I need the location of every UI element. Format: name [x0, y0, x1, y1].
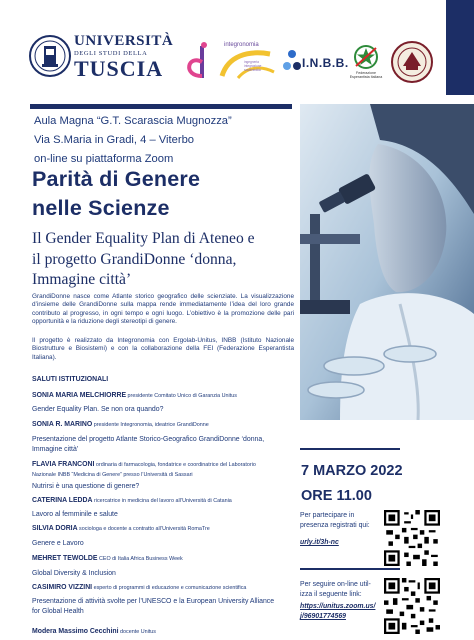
subtitle-line2: il progetto GrandiDonne ‘donna, [32, 251, 237, 268]
online-text-line1: Per seguire on-line util- [300, 581, 371, 588]
integronomia-label: integronomia [224, 42, 259, 48]
subtitle-line3: Immagine città’ [32, 271, 132, 288]
program-talk: Nutrirsi è una questione di genere? [32, 483, 140, 490]
grandidonne-logo-icon [178, 40, 218, 82]
online-rule [300, 568, 400, 570]
unitus-seal-icon [28, 30, 72, 82]
program-speaker [32, 392, 237, 399]
us-seal-icon [390, 40, 434, 84]
program-speaker [32, 421, 209, 428]
register-qr-code-icon[interactable] [384, 510, 440, 566]
unitus-wordmark [74, 33, 174, 81]
program-talk: Immagine città’ [32, 446, 79, 453]
register-link[interactable]: urly.it/3h-nc [300, 539, 339, 546]
zoom-qr-code-icon[interactable] [384, 578, 440, 634]
date-rule [300, 448, 400, 450]
program-talk: Presentazione del progetto Atlante Storico-Geografico GrandiDonne ‘donna, [32, 436, 265, 443]
unitus-logo [28, 30, 174, 82]
fei-logo [346, 44, 386, 84]
logo-band [0, 0, 474, 95]
program-talk: Genere e Lavoro [32, 540, 84, 547]
intro-paragraph-1: GrandiDonne nasce come Atlante storico geografico delle scienziate. La visualizzazione d’insieme delle GrandiDonne sulla mappa rende immediatamente l’idea del loro grande contributo al progresso, in ogni tempo e ogni luogo. L’obiettivo è la promozione delle pari opportunità e la riduzione degli stereotipi di genere. [32, 293, 294, 326]
speaker-name: SONIA R. MARINO [32, 421, 93, 428]
intro-paragraph-2: Il progetto è realizzato da Integronomia con Ergolab-Unitus, INBB (Istituto Nazionale Biostrutture e Biosistemi) e con la collaborazione della FEI (Federazione Esperantista Italiana). [32, 337, 294, 361]
microscope-scene-image [300, 104, 474, 420]
moderator-name: Modera Massimo Cecchini [32, 628, 119, 635]
program-speaker-role-cont [32, 471, 193, 478]
online-text-line2: izza il seguente link: [300, 591, 362, 598]
program-talk: for Global Health [32, 608, 84, 615]
scientist-microscope-photo [300, 104, 474, 420]
program-speaker [32, 497, 232, 504]
unitus-line3: TUSCIA [74, 56, 164, 81]
title-line2: nelle Scienze [32, 196, 170, 220]
speaker-role: Nazionale INBB “Medicina di Genere” presso l’Università di Sassari [32, 472, 193, 478]
speaker-role: presidente Integronomia, ideatrice GrandiDonne [92, 422, 209, 428]
speaker-name: FLAVIA FRANCONI [32, 461, 95, 468]
speaker-role: ricercatrice in medicina del lavoro all’Università di Catania [92, 498, 232, 504]
speaker-role: ordinaria di farmacologia, fondatrice e coordinatrice del Laboratorio [94, 462, 256, 468]
speaker-name: MEHRET TEWOLDE [32, 555, 98, 562]
program-speaker [32, 555, 183, 562]
inbb-label: I.N.B.B. [302, 56, 349, 70]
inbb-logo [282, 46, 349, 76]
program-speaker [32, 461, 256, 468]
event-date: 7 MARZO 2022 [301, 463, 403, 479]
header-rule [30, 104, 292, 109]
register-text-line1: Per partecipare in [300, 512, 355, 519]
program-speaker [32, 584, 246, 591]
venue-line3: on-line su piattaforma Zoom [34, 153, 174, 165]
corner-accent-band [446, 0, 474, 95]
venue-line2: Via S.Maria in Gradi, 4 – Viterbo [34, 134, 195, 146]
moderator-role: docente Unitus [118, 629, 157, 635]
zoom-link-line1[interactable]: https://unitus.zoom.us/ [300, 603, 376, 610]
speaker-role: sociologa e docente a contratto all’Università RomaTre [77, 526, 210, 532]
speaker-name: SONIA MARIA MELCHIORRE [32, 392, 127, 399]
zoom-link-line2[interactable]: j/96901774569 [300, 613, 346, 620]
program-speaker [32, 525, 210, 532]
speaker-role: presidente Comitato Unico di Garanzia Unitus [126, 393, 237, 399]
unitus-line1: UNIVERSITÀ [74, 33, 174, 49]
speaker-role: esperto di programmi di educazione e comunicazione scientifica [92, 585, 247, 591]
register-text-line2: presenza registrati qui: [300, 522, 370, 529]
fei-label: Federazione Esperantista Italiana [349, 71, 383, 79]
subtitle-line1: Il Gender Equality Plan di Ateneo e [32, 230, 255, 247]
speaker-name: CATERINA LEDDA [32, 497, 93, 504]
integronomia-subtitle: ingegneria integrazione sostenibilità [244, 60, 262, 72]
title-line1: Parità di Genere [32, 167, 201, 191]
program-talk: Presentazione di attività svolte per l’UNESCO e la European University Alliance [32, 598, 275, 605]
unitus-line2: DEGLI STUDI DELLA [74, 50, 148, 57]
speaker-name: CASIMIRO VIZZINI [32, 584, 93, 591]
esperanto-star-icon [354, 44, 378, 70]
program-section-title: SALUTI ISTITUZIONALI [32, 376, 109, 383]
program-talk: Gender Equality Plan. Se non ora quando? [32, 406, 164, 413]
speaker-name: SILVIA DORIA [32, 525, 78, 532]
program-talk: Global Diversity & Inclusion [32, 570, 116, 577]
speaker-role: CEO di Italia Africa Business Week [97, 556, 183, 562]
event-time: ORE 11.00 [301, 488, 372, 504]
integronomia-logo [218, 40, 276, 86]
moderator-line [32, 628, 156, 635]
venue-line1: Aula Magna “G.T. Scarascia Mugnozza” [34, 115, 232, 127]
program-talk: Lavoro al femminile e salute [32, 511, 118, 518]
inbb-molecule-icon [282, 48, 302, 74]
